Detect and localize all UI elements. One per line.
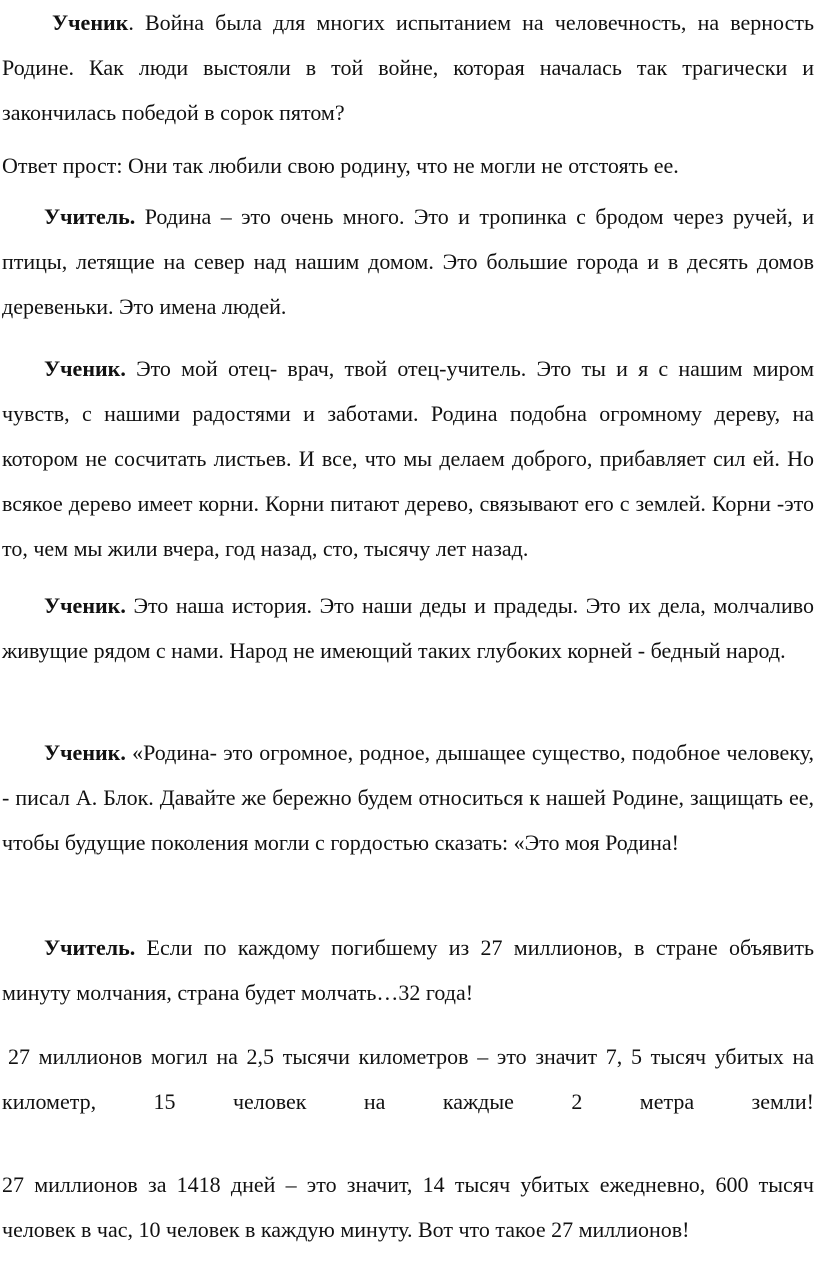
paragraph-text: Ответ прост: Они так любили свою родину, что не могли не отстоять ее. <box>2 153 679 178</box>
paragraph-9 <box>2 1162 814 1252</box>
paragraph-text: 27 миллионов за 1418 дней – это значит, 14 тысяч убитых ежедневно, 600 тысяч человек в час, 10 человек в каждую минуту. Вот что такое 27 миллионов! <box>2 1172 814 1242</box>
paragraph-text: Это наша история. Это наши деды и прадеды. Это их дела, молчаливо живущие рядом с нами. Народ не имеющий таких глубоких корней - бедный народ. <box>2 593 814 663</box>
paragraph-5 <box>2 583 814 673</box>
paragraph-8 <box>2 1034 814 1124</box>
paragraph-text: Если по каждому погибшему из 27 миллионов, в стране объявить минуту молчания, страна будет молчать…32 года! <box>2 935 814 1005</box>
paragraph-4 <box>2 346 814 571</box>
paragraph-7 <box>2 925 814 1015</box>
paragraph-text: «Родина- это огромное, родное, дышащее существо, подобное человеку, - писал А. Блок. Давайте же бережно будем относиться к нашей Родине, защищать ее, чтобы будущие поколения могли с гордостью сказать: «Это моя Родина! <box>2 740 814 855</box>
paragraph-1 <box>2 0 814 135</box>
paragraph-text: Это мой отец- врач, твой отец-учитель. Это ты и я с нашим миром чувств, с нашими радостями и заботами. Родина подобна огромному дереву, на котором не сосчитать листьев. И все, что мы делаем доброго, прибавляет сил ей. Но всякое дерево имеет корни. Корни питают дерево, связывают его с землей. Корни -это то, чем мы жили вчера, год назад, сто, тысячу лет назад. <box>2 356 814 561</box>
speaker-label: Ученик. <box>44 593 126 618</box>
speaker-label: Ученик. <box>44 740 126 765</box>
paragraph-2 <box>2 143 814 188</box>
paragraph-text: 27 миллионов могил на 2,5 тысячи километров – это значит 7, 5 тысяч убитых на километр, 15 человек на каждые 2 метра земли! <box>2 1044 814 1114</box>
paragraph-3 <box>2 194 814 329</box>
speaker-label: Ученик. <box>44 356 126 381</box>
speaker-label: Ученик <box>52 10 129 35</box>
paragraph-text: . Война была для многих испытанием на человечность, на верность Родине. Как люди выстояли в той войне, которая началась так трагически и закончилась победой в сорок пятом? <box>2 10 814 125</box>
speaker-label: Учитель. <box>44 204 136 229</box>
speaker-label: Учитель. <box>44 935 136 960</box>
paragraph-6 <box>2 730 814 865</box>
paragraph-text: Родина – это очень много. Это и тропинка с бродом через ручей, и птицы, летящие на север над нашим домом. Это большие города и в десять домов деревеньки. Это имена людей. <box>2 204 814 319</box>
